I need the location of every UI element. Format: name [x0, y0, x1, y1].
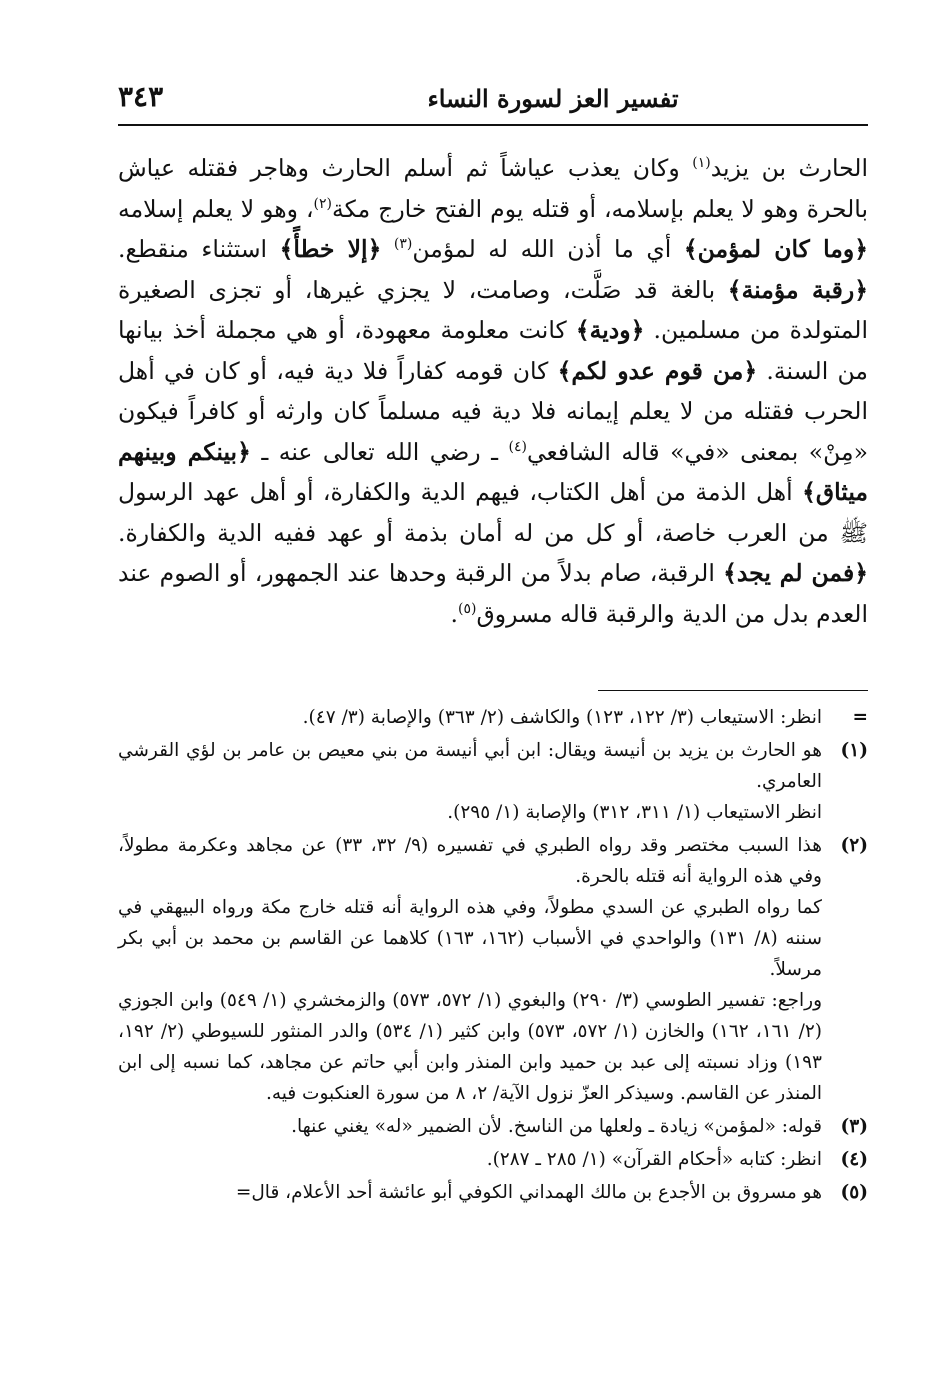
footnote-number: (٥) [840, 1182, 868, 1203]
quran-quote: ﴿وما كان لمؤمن﴾ [683, 235, 869, 263]
text-run: الحارث بن يزيد [710, 154, 868, 182]
footnote-text: انظر: كتابه «أحكام القرآن» (١/ ٢٨٥ ـ ٢٨٧). [486, 1149, 822, 1170]
footnote-ref-4[interactable]: (٤) [508, 438, 527, 455]
footnote-text: هو الحارث بن يزيد بن أنيسة ويقال: ابن أبي أنيسة من بني معيص بن عامر بن لؤي القرشي العامري. [118, 740, 822, 792]
footnote-text: وراجع: تفسير الطوسي (٣/ ٢٩٠) والبغوي (١/ ٥٧٢، ٥٧٣) والزمخشري (١/ ٥٤٩) وابن الجوزي (٢/ ١٦١، ١٦٢) والخازن (١/ ٥٧٢، ٥٧٣) وابن كثير (١/ ٥٣٤) والدر المنثور للسيوطي (٢/ ١٩٢، ١٩٣) وزاد نسبته إلى عبد بن حميد وابن المنذر وابن أبي حاتم عن مجاهد، كما نسبه إلى ابن المنذر عن القاسم. وسيذكر العزّ نزول الآية/ ٢، ٨ من سورة العنكبوت فيه. [118, 990, 822, 1104]
footnote-text: انظر: الاستيعاب (٣/ ١٢٢، ١٢٣) والكاشف (٢/ ٣٦٣) والإصابة (٣/ ٤٧). [302, 707, 822, 728]
footnote-number: (٤) [840, 1149, 868, 1170]
footnote-number: (٢) [840, 835, 868, 856]
footnote-continuation [118, 702, 868, 733]
footnote-number: (١) [840, 740, 868, 761]
text-run: . [450, 599, 459, 628]
page-header [118, 78, 868, 126]
page-number: ٣٤٣ [118, 80, 164, 113]
text-run: بالغة قد صَلَّت، وصامت، لا يجزي غيرها، أو تجزى الصغيرة المتولدة من مسلمين. [118, 275, 868, 344]
continuation-mark: = [852, 707, 868, 728]
text-run: كان قومه كفاراً فلا دية فيه، أو كان في أهل الحرب فقتله من لا يعلم إيمانه فلا دية فيه مسلماً كان وارثه أو كافراً فيكون «مِنْ» بمعنى «في» قاله الشافعي [118, 356, 868, 466]
text-run [381, 235, 394, 263]
footnote-ref-3[interactable]: (٣) [393, 236, 413, 253]
commentary-paragraph [118, 148, 868, 634]
text-run: كانت معلومة معهودة، أو هي مجملة أخذ بيانها من السنة. [118, 316, 868, 385]
footnote-ref-2[interactable]: (٢) [313, 195, 333, 212]
footnotes [118, 702, 868, 1208]
footnote-text: هو مسروق بن الأجدع بن مالك الهمداني الكوفي أبو عائشة أحد الأعلام، قال= [235, 1182, 822, 1203]
footnote-ref-5[interactable]: (٥) [458, 600, 477, 617]
quran-quote: ﴿من قوم عدو لكم﴾ [557, 356, 758, 385]
quran-quote: ﴿ودية﴾ [575, 316, 645, 344]
footnote-ref-1[interactable]: (١) [692, 155, 711, 172]
quran-quote: ﴿إلا خطأً﴾ [279, 235, 382, 263]
footnote-4 [118, 1144, 868, 1175]
quran-quote: ﴿رقبة مؤمنة﴾ [727, 275, 868, 304]
text-run: وكان يعذب عياشاً ثم أسلم الحارث وهاجر فقتله عياش بالحرة وهو لا يعلم بإسلامه، أو قتله يوم الفتح خارج مكة [118, 154, 868, 223]
quran-quote: ﴿بينكم وبينهم ميثاق﴾ [118, 437, 868, 506]
footnote-5 [118, 1177, 868, 1208]
text-run: أهل الذمة من أهل الكتاب، فيهم الدية والكفارة، أو أهل عهد الرسول ﷺ من العرب خاصة، أو كل من له أمان بذمة أو عهد ففيه الدية والكفارة. [118, 478, 868, 547]
footnote-text: هذا السبب مختصر وقد رواه الطبري في تفسيره (٩/ ٣٢، ٣٣) عن مجاهد وعكرمة مطولاً، وفي هذه الرواية أنه قتله بالحرة. [118, 835, 822, 887]
main-text [118, 148, 868, 634]
text-run: ـ رضي الله تعالى عنه ـ [250, 437, 509, 466]
footnote-2 [118, 830, 868, 1109]
text-run: الرقبة، صام بدلاً من الرقبة وحدها عند الجمهور، أو الصوم عند العدم بدل من الدية والرقبة قاله مسروق [118, 559, 868, 628]
footnote-text: قوله: «لمؤمن» زيادة ـ ولعلها من الناسخ. لأن الضمير «له» يغني عنها. [291, 1116, 822, 1137]
text-run: أي ما أذن الله له لمؤمن [412, 235, 684, 263]
footnote-text: كما رواه الطبري عن السدي مطولاً، وفي هذه الرواية أنه قتله خارج مكة ورواه البيهقي في سننه (٨/ ١٣١) والواحدي في الأسباب (١٦٢، ١٦٣) كلاهما عن القاسم بن محمد بن أبي بكر مرسلاً. [118, 897, 822, 980]
text-run: ، وهو لا يعلم إسلامه [118, 194, 314, 223]
footnote-1 [118, 735, 868, 828]
running-title: تفسير العز لسورة النساء [427, 84, 679, 113]
quran-quote: ﴿فمن لم يجد﴾ [723, 559, 868, 587]
footnote-number: (٣) [840, 1116, 868, 1137]
text-run: استثناء منقطع. [118, 235, 280, 263]
footnote-3 [118, 1111, 868, 1142]
footnote-text: انظر الاستيعاب (١/ ٣١١، ٣١٢) والإصابة (١/ ٢٩٥). [447, 802, 822, 823]
footnote-divider [598, 690, 868, 691]
